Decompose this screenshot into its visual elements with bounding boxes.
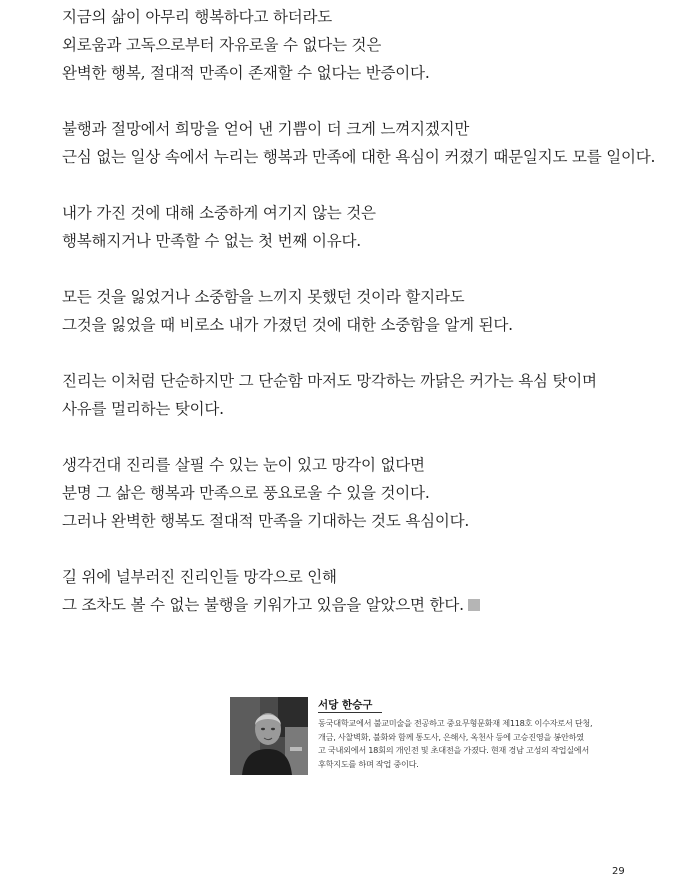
poem-line: 완벽한 행복, 절대적 만족이 존재할 수 없다는 반증이다. — [62, 64, 430, 82]
poem-line: 행복해지거나 만족할 수 없는 첫 번째 이유다. — [62, 232, 362, 250]
author-profile — [230, 697, 640, 777]
poem-line: 그것을 잃었을 때 비로소 내가 가졌던 것에 대한 소중함을 알게 된다. — [62, 316, 513, 334]
bio-line: 개금, 사찰벽화, 불화와 함께 통도사, 은해사, 옥천사 등에 고승진영을 봉안하였 — [318, 731, 584, 742]
poem-line-text: 그 조차도 볼 수 없는 불행을 키워가고 있음을 알았으면 한다. — [62, 596, 464, 614]
end-mark-icon — [468, 599, 480, 611]
bio-line: 후학지도를 하며 작업 중이다. — [318, 758, 419, 769]
poem-line: 길 위에 널부러진 진리인들 망각으로 인해 — [62, 568, 337, 586]
bio-line: 고 국내외에서 18회의 개인전 및 초대전을 가졌다. 현재 경남 고성의 작업실에서 — [318, 745, 590, 755]
bio-line: 동국대학교에서 불교미술을 전공하고 중요무형문화재 제118호 이수자로서 단청, — [318, 718, 593, 728]
author-name-divider — [318, 712, 382, 713]
stanza-4 — [62, 283, 682, 339]
page-number: 29 — [612, 866, 625, 877]
stanza-6 — [62, 451, 682, 535]
poem-last-line — [62, 591, 682, 619]
poem-line: 그러나 완벽한 행복도 절대적 만족을 기대하는 것도 욕심이다. — [62, 512, 470, 530]
poem — [62, 3, 682, 647]
poem-line: 진리는 이처럼 단순하지만 그 단순함 마저도 망각하는 까닭은 커가는 욕심 탓이며 — [62, 372, 597, 390]
poem-line: 사유를 멀리하는 탓이다. — [62, 400, 224, 418]
author-portrait-photo — [230, 697, 308, 775]
stanza-3 — [62, 199, 682, 255]
poem-line: 지금의 삶이 아무리 행복하다고 하더라도 — [62, 8, 333, 26]
author-bio — [318, 717, 640, 771]
stanza-5 — [62, 367, 682, 423]
poem-line: 근심 없는 일상 속에서 누리는 행복과 만족에 대한 욕심이 커졌기 때문일지도 모를 일이다. — [62, 148, 656, 166]
author-name: 서당 한승구 — [318, 699, 373, 711]
stanza-2 — [62, 115, 682, 171]
stanza-7 — [62, 563, 682, 619]
poem-line: 분명 그 삶은 행복과 만족으로 풍요로울 수 있을 것이다. — [62, 484, 430, 502]
poem-line: 내가 가진 것에 대해 소중하게 여기지 않는 것은 — [62, 204, 376, 222]
poem-line: 불행과 절망에서 희망을 얻어 낸 기쁨이 더 크게 느껴지겠지만 — [62, 120, 470, 138]
stanza-1 — [62, 3, 682, 87]
poem-line: 생각건대 진리를 살필 수 있는 눈이 있고 망각이 없다면 — [62, 456, 425, 474]
poem-line: 모든 것을 잃었거나 소중함을 느끼지 못했던 것이라 할지라도 — [62, 288, 465, 306]
poem-line: 외로움과 고독으로부터 자유로울 수 없다는 것은 — [62, 36, 382, 54]
